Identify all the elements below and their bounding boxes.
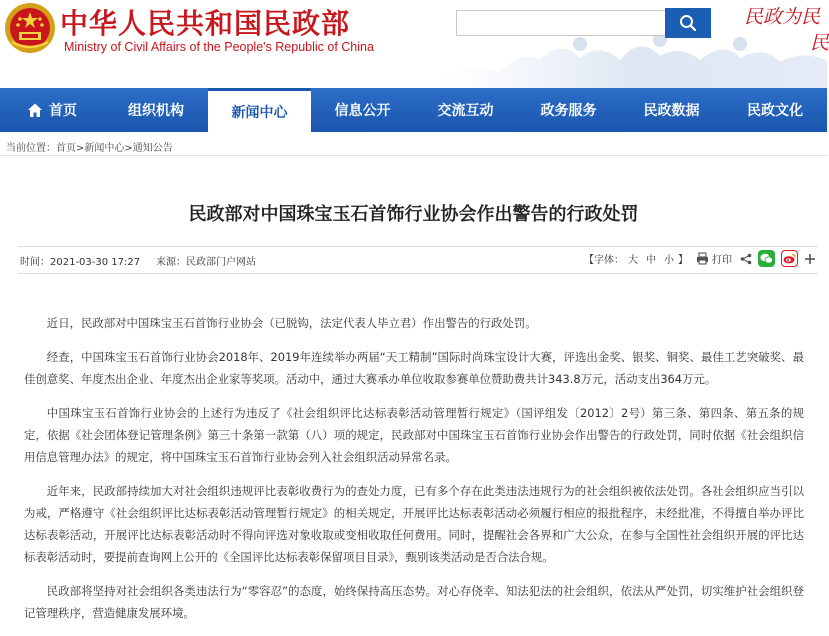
paragraph: 民政部将坚持对社会组织各类违法行为“零容忍”的态度，始终保持高压态势。对心存侥幸、知法犯法的社会组织，依法从严处罚，切实维护社会组织登记管理秩序，营造健康发展环境。 (24, 584, 804, 620)
breadcrumb-prefix: 当前位置： (6, 143, 56, 154)
nav-label: 新闻中心 (231, 104, 288, 121)
share-icon (740, 253, 752, 265)
search-button[interactable] (665, 8, 711, 38)
article-meta-bar (18, 246, 818, 274)
paragraph: 中国珠宝玉石首饰行业协会的上述行为违反了《社会组织评比达标表彰活动管理暂行规定》（国评组发〔2012〕2号）第三条、第四条、第五条的规定，依据《社会团体登记管理条例》第三十条第一款第（八）项的规定，民政部对中国珠宝玉石首饰行业协会作出警告的行政处罚，同时依据《社会组织信用信息管理办法》的规定，将中国珠宝玉石首饰行业协会列入社会组织活动异常名录。 (24, 406, 804, 464)
time-label: 时间： (20, 257, 50, 268)
wechat-icon (760, 253, 773, 264)
home-icon (27, 102, 43, 118)
article-source: 民政部门户网站 (186, 257, 257, 268)
search-input[interactable] (457, 11, 666, 35)
print-button[interactable] (696, 251, 732, 266)
font-size-medium[interactable]: 中 (646, 255, 656, 266)
share-button[interactable] (740, 253, 752, 265)
plus-icon (804, 253, 816, 265)
breadcrumb-home[interactable]: 首页 (56, 143, 76, 154)
paragraph: 近年来，民政部持续加大对社会组织违规评比表彰收费行为的查处力度，已有多个存在此类违法违规行为的社会组织被依法处罚。各社会组织应当引以为戒，严格遵守《社会组织评比达标表彰活动管理暂行规定》的相关规定，开展评比达标表彰活动必须履行相应的报批程序，未经批准，不得擅自举办评比达标表彰活动，开展评比达标表彰活动时不得向评选对象收取或变相收取任何费用。同时，提醒社会各界和广大公众，在参与全国性社会组织开展的评比达标表彰活动时，要提前查询网上公开的《全国评比达标表彰保留项目目录》，甄别该类活动是否合法合规。 (24, 484, 804, 564)
article-meta (20, 253, 256, 268)
national-emblem (4, 2, 56, 54)
nav-label: 组织机构 (128, 103, 184, 119)
nav-item-culture[interactable] (723, 88, 827, 132)
paragraph: 近日，民政部对中国珠宝玉石首饰行业协会（已脱钩，法定代表人毕立君）作出警告的行政处罚。 (46, 316, 537, 330)
nav-label: 民政文化 (747, 103, 803, 119)
search-box (456, 10, 666, 36)
article-body (24, 312, 804, 636)
nav-label: 信息公开 (334, 103, 391, 119)
breadcrumb-separator: > (76, 143, 85, 154)
nav-label: 民政数据 (643, 103, 700, 119)
paragraph: 经查，中国珠宝玉石首饰行业协会2018年、2019年连续举办两届“天工精制”国际时尚珠宝设计大赛，评选出金奖、银奖、铜奖、最佳工艺突破奖、最佳创意奖、年度杰出企业、年度杰出企业家等奖项。活动中，通过大赛承办单位收取参赛单位赞助费共计343.8万元，活动支出364万元。 (24, 350, 804, 386)
breadcrumb-separator: > (124, 143, 133, 154)
search-icon (679, 14, 697, 32)
article-tools (584, 250, 816, 267)
print-label: 打印 (712, 255, 732, 266)
breadcrumb-news[interactable]: 新闻中心 (84, 143, 125, 154)
font-size-close: 】 (678, 255, 688, 266)
nav-item-services[interactable] (517, 88, 620, 132)
source-label: 来源： (156, 257, 187, 268)
wechat-share-button[interactable] (758, 250, 775, 267)
weibo-icon (783, 253, 796, 264)
nav-item-data[interactable] (620, 88, 723, 132)
font-size-small[interactable]: 小 (664, 255, 674, 266)
divider (0, 155, 827, 156)
site-header (0, 0, 827, 88)
breadcrumb (6, 139, 173, 154)
nav-label: 交流互动 (437, 103, 494, 119)
slogan-continued: 民 (810, 32, 829, 54)
nav-item-info-disclosure[interactable] (311, 88, 414, 132)
nav-label: 首页 (49, 103, 77, 119)
weibo-share-button[interactable] (781, 250, 798, 267)
nav-label: 政务服务 (540, 103, 597, 119)
main-nav (0, 88, 827, 132)
slogan: 民政为民 (744, 6, 821, 28)
nav-item-news[interactable] (208, 88, 311, 132)
nav-item-interaction[interactable] (414, 88, 517, 132)
font-size-large[interactable]: 大 (628, 255, 638, 266)
more-share-button[interactable] (804, 253, 816, 265)
site-title[interactable]: 中华人民共和国民政部 (60, 7, 351, 40)
breadcrumb-notices[interactable]: 通知公告 (132, 143, 173, 154)
people-silhouette-banner (440, 30, 827, 88)
print-icon (696, 252, 709, 265)
site-subtitle-english: Ministry of Civil Affairs of the People's Republic of China (64, 40, 374, 54)
publish-time: 2021-03-30 17:27 (50, 257, 141, 268)
nav-item-organization[interactable] (104, 88, 208, 132)
nav-item-home[interactable] (0, 88, 104, 132)
font-size-label: 【字体： (584, 255, 624, 266)
article-title: 民政部对中国珠宝玉石首饰行业协会作出警告的行政处罚 (188, 204, 639, 225)
